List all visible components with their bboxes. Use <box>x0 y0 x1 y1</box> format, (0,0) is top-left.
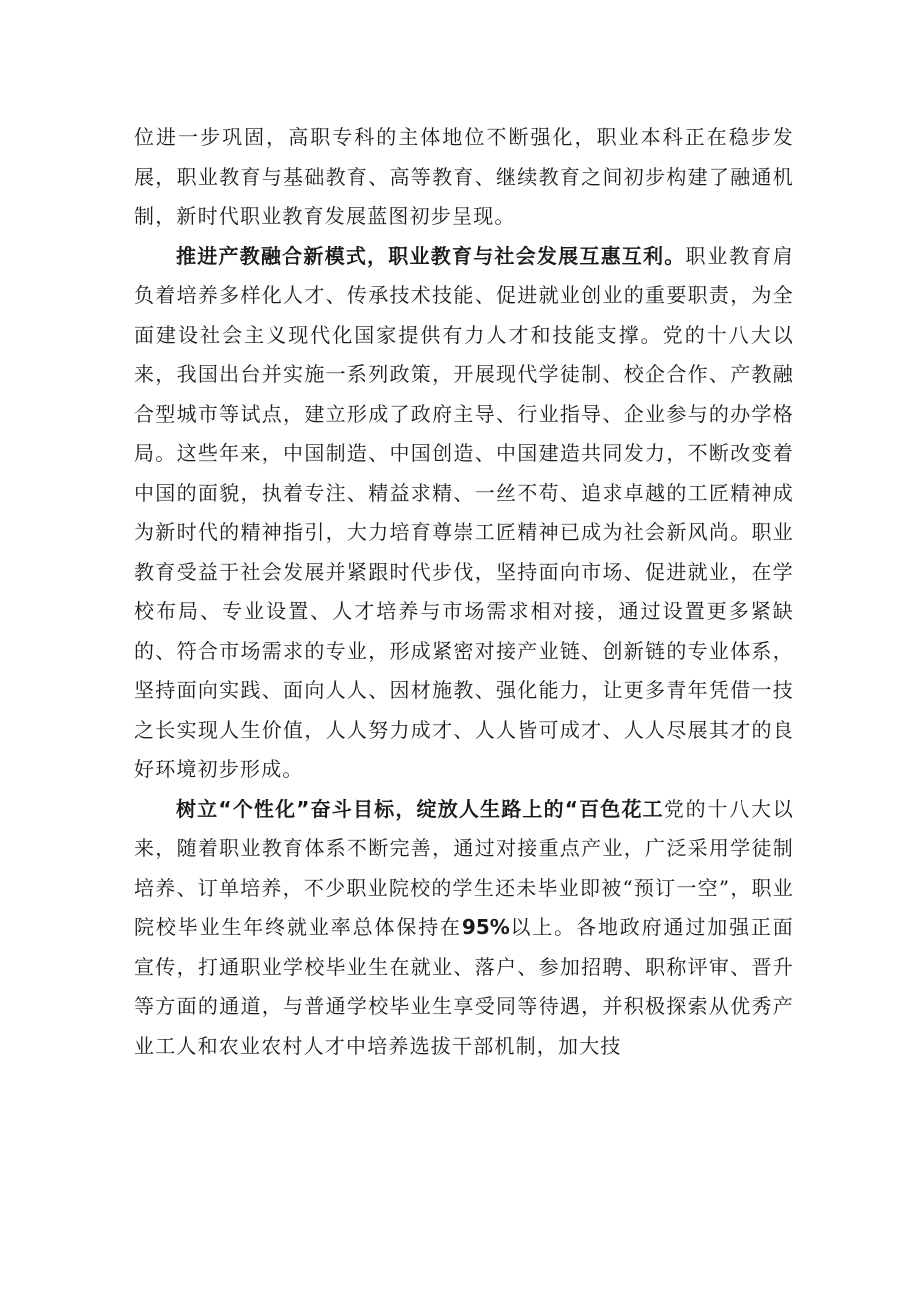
paragraph-2-text: 职业教育肩负着培养多样化人才、传承技术技能、促进就业创业的重要职责，为全面建设社会主义现代化国家提供有力人才和技能支撑。党的十八大以来，我国出台并实施一系列政策，开展现代学徒制、校企合作、产教融合型城市等试点，建立形成了政府主导、行业指导、企业参与的办学格局。这些年来，中国制造、中国创造、中国建造共同发力，不断改变着中国的面貌，执着专注、精益求精、一丝不苟、追求卓越的工匠精神成为新时代的精神指引，大力培育尊崇工匠精神已成为社会新风尚。职业教育受益于社会发展并紧跟时代步伐，坚持面向市场、促进就业，在学校布局、专业设置、人才培养与市场需求相对接，通过设置更多紧缺的、符合市场需求的专业，形成紧密对接产业链、创新链的专业体系，坚持面向实践、面向人人、因材施教、强化能力，让更多青年凭借一技之长实现人生价值，人人努力成才、人人皆可成才、人人尽展其才的良好环境初步形成。 <box>134 243 794 781</box>
paragraph-1-text: 位进一步巩固，高职专科的主体地位不断强化，职业本科正在稳步发展，职业教育与基础教育、高等教育、继续教育之间初步构建了融通机制，新时代职业教育发展蓝图初步呈现。 <box>134 125 794 228</box>
paragraph-3-text-end: 以上。各地政府通过加强正面宣传，打通职业学校毕业生在就业、落户、参加招聘、职称评审、晋升等方面的通道，与普通学校毕业生享受同等待遇，并积极探索从优秀产业工人和农业农村人才中培养选拔干部机制，加大技 <box>134 915 794 1058</box>
paragraph-3-text-start: 党的十八大以来，随着职业教育体系不断完善，通过对接重点产业，广泛采用学徒制培养、订单培养，不少职业院校的学生还未毕业即被“预订一空”，职业院校毕业生年终就业率总体保持在 <box>134 796 794 939</box>
paragraph-2-heading: 推进产教融合新模式，职业教育与社会发展互惠互利。 <box>176 243 686 268</box>
paragraph-3 <box>134 790 794 1067</box>
paragraph-3-heading: 树立“个性化”奋斗目标，绽放人生路上的“百色花工 <box>176 796 664 821</box>
document-body <box>134 118 794 1066</box>
paragraph-1 <box>134 118 794 237</box>
paragraph-2 <box>134 237 794 790</box>
employment-rate-value: 95% <box>461 915 510 939</box>
